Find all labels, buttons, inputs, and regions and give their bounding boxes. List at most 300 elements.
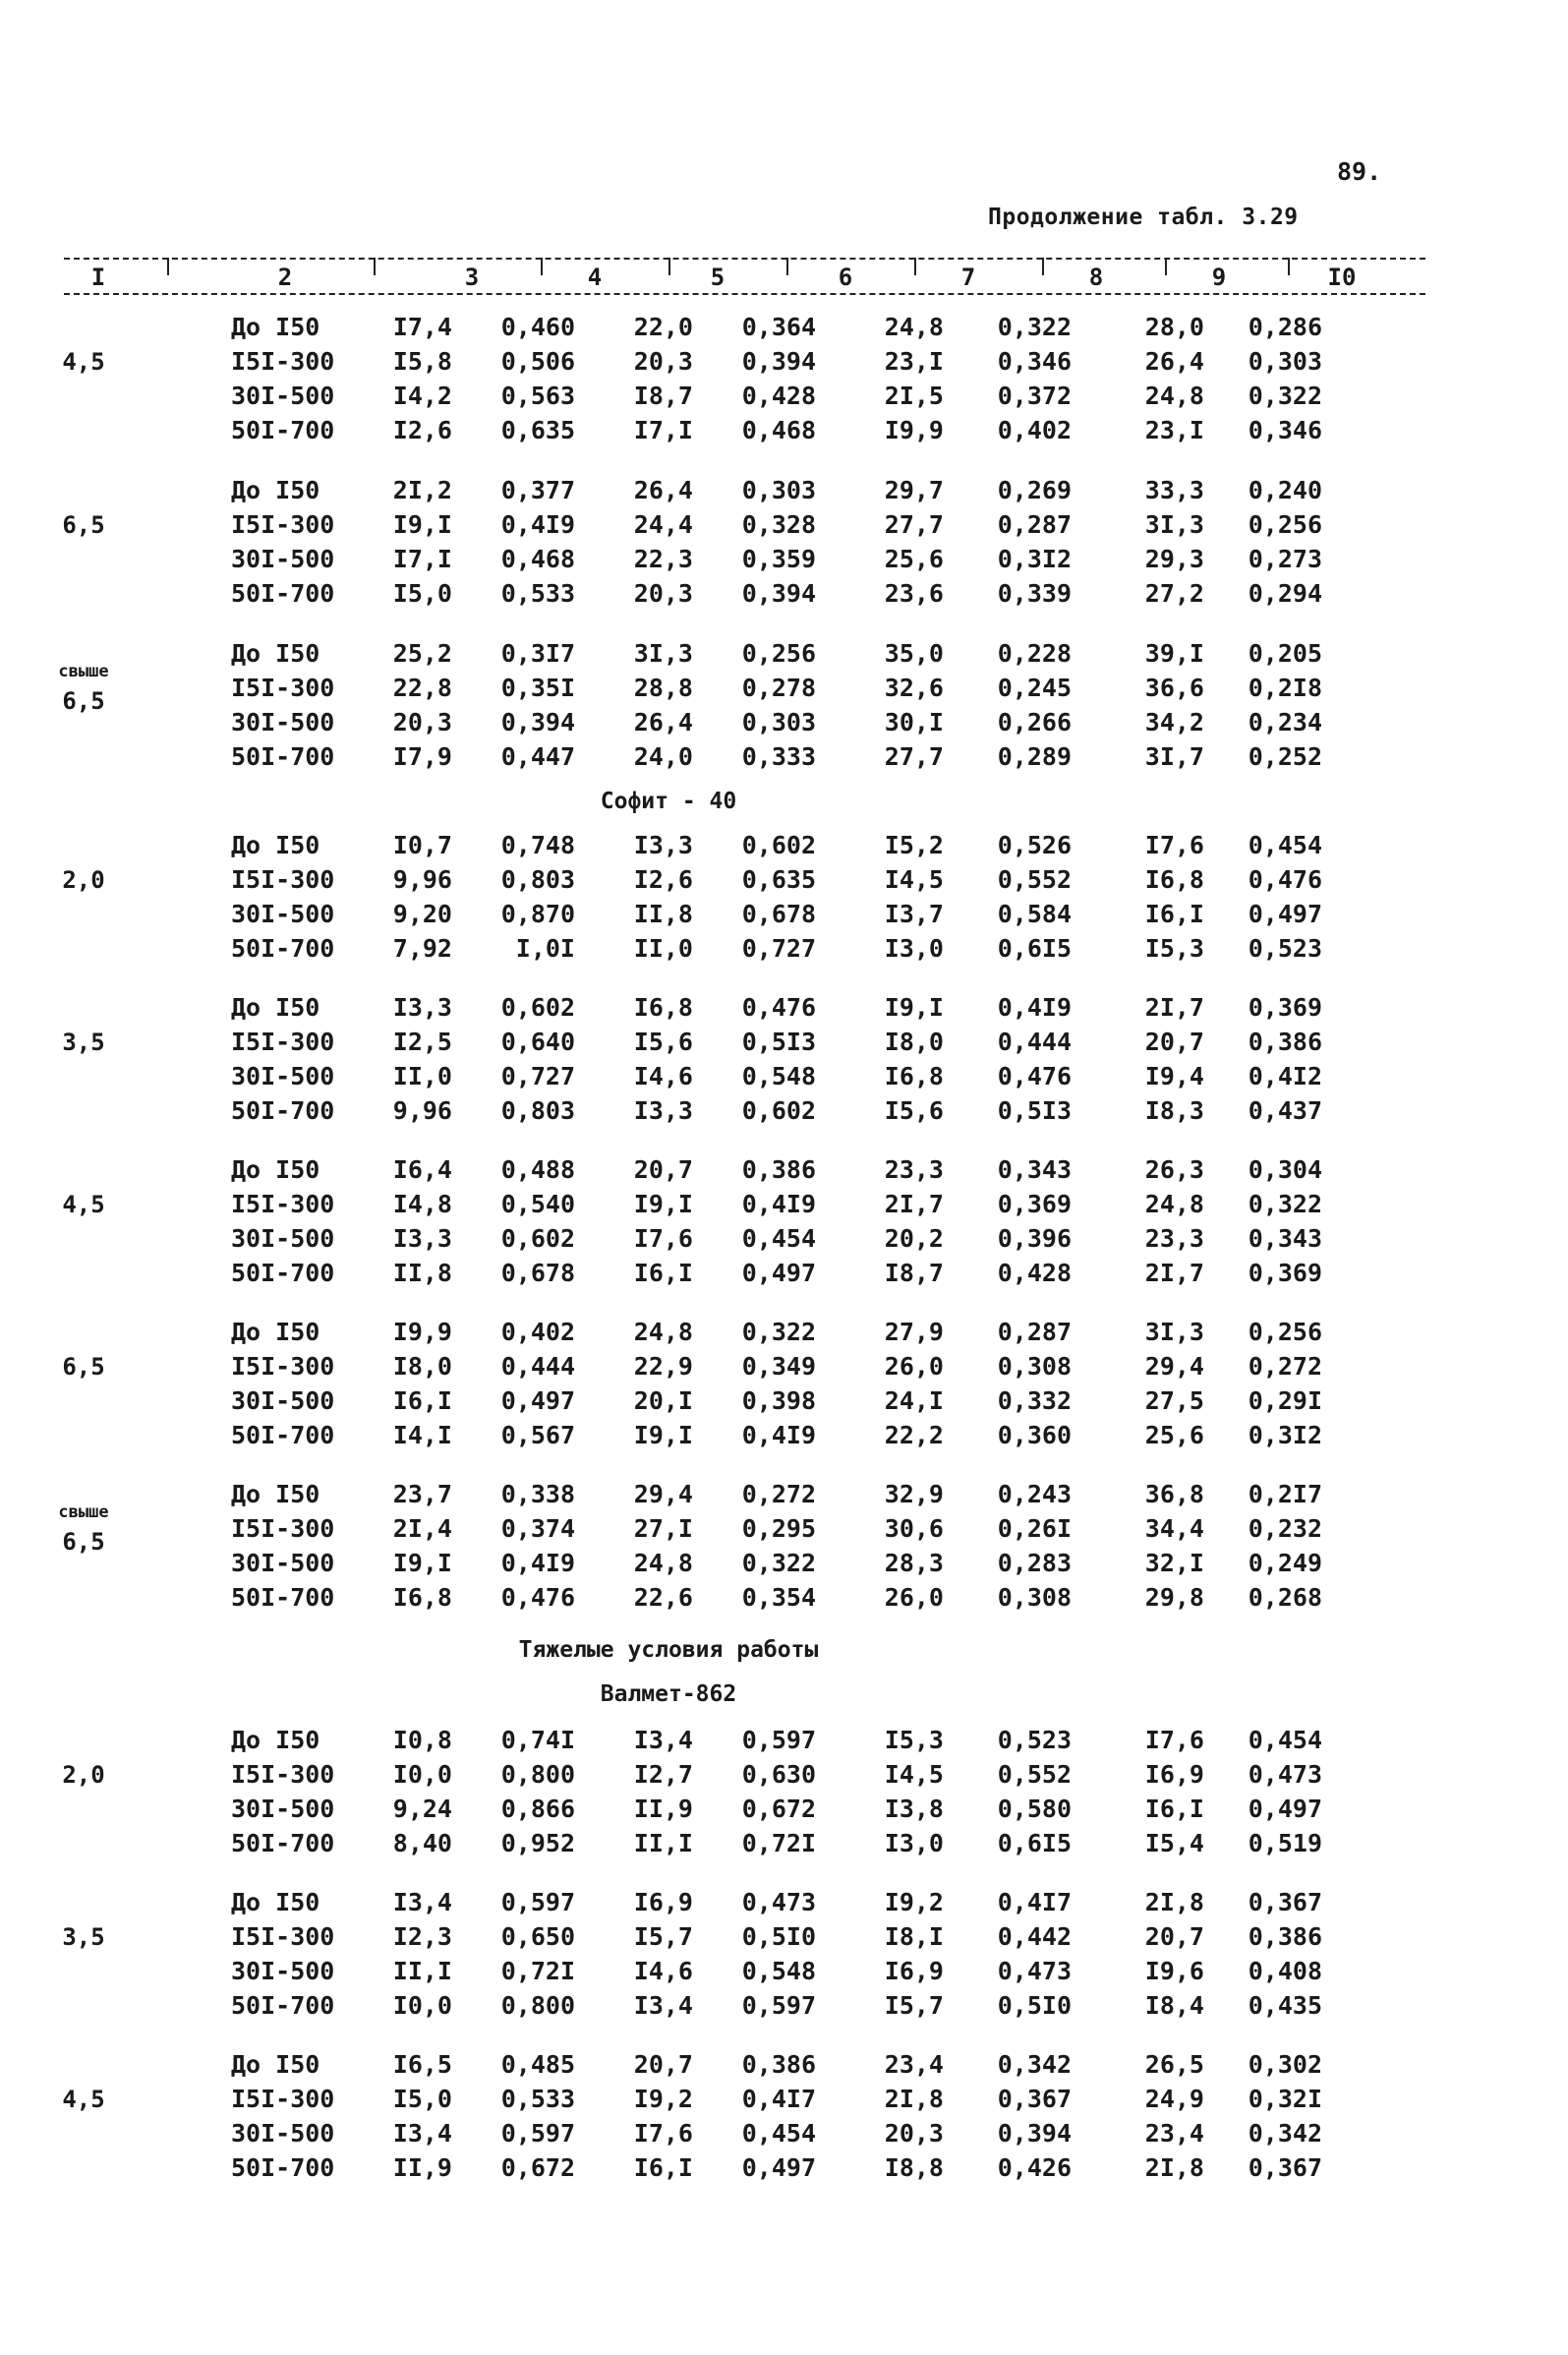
value-cell: II,0 (392, 1062, 452, 1090)
group-label (44, 865, 123, 895)
value-cell: 3I,3 (1144, 1318, 1204, 1346)
value-cell: 0,295 (741, 1514, 816, 1543)
range-cell: I5I-300 (231, 1190, 335, 1218)
range-cell: I5I-300 (231, 2085, 335, 2113)
value-cell: 0,273 (1248, 545, 1322, 573)
column-header-4: 4 (587, 264, 603, 291)
value-cell: I6,9 (1144, 1760, 1204, 1789)
value-cell: 0,286 (1248, 313, 1322, 341)
value-cell: 0,497 (741, 1259, 816, 1287)
value-cell: 0,454 (741, 1224, 816, 1253)
value-cell: I3,0 (884, 1829, 944, 1857)
value-cell: 0,268 (1248, 1583, 1322, 1612)
value-cell: I8,8 (884, 2153, 944, 2182)
range-cell: До I50 (231, 476, 320, 504)
value-cell: 0,803 (500, 865, 575, 894)
group-label-value: 6,5 (62, 511, 105, 539)
value-cell: I8,7 (884, 1259, 944, 1287)
value-cell: 20,I (633, 1386, 693, 1415)
range-cell: 50I-700 (231, 579, 335, 608)
value-cell: 23,4 (1144, 2119, 1204, 2148)
value-cell: 0,567 (500, 1421, 575, 1449)
range-cell: 30I-500 (231, 1386, 335, 1415)
value-cell: 23,6 (884, 579, 944, 608)
value-cell: 0,602 (500, 1224, 575, 1253)
value-cell: 25,2 (392, 639, 452, 668)
group-label (44, 657, 123, 716)
value-cell: 0,4I9 (741, 1421, 816, 1449)
header-separator (1042, 258, 1044, 275)
value-cell: 0,308 (997, 1352, 1072, 1381)
value-cell: 0,3I2 (997, 545, 1072, 573)
value-cell: 0,283 (997, 1549, 1072, 1577)
value-cell: 0,328 (741, 510, 816, 539)
value-cell: I3,3 (392, 993, 452, 1022)
value-cell: 0,272 (1248, 1352, 1322, 1381)
value-cell: 0,454 (741, 2119, 816, 2148)
header-separator (1165, 258, 1167, 275)
value-cell: 0,548 (741, 1062, 816, 1090)
value-cell: 24,I (884, 1386, 944, 1415)
value-cell: 0,398 (741, 1386, 816, 1415)
value-cell: 29,3 (1144, 545, 1204, 573)
range-cell: До I50 (231, 313, 320, 341)
value-cell: I9,9 (884, 416, 944, 444)
value-cell: I6,I (633, 2153, 693, 2182)
value-cell: I5,2 (884, 831, 944, 859)
value-cell: 23,4 (884, 2050, 944, 2079)
group-label-value: 2,0 (62, 1761, 105, 1789)
value-cell: I5,7 (633, 1922, 693, 1951)
range-cell: I5I-300 (231, 1514, 335, 1543)
range-cell: До I50 (231, 2050, 320, 2079)
value-cell: 0,476 (997, 1062, 1072, 1090)
value-cell: 9,24 (392, 1795, 452, 1823)
value-cell: 3I,3 (633, 639, 693, 668)
value-cell: 0,346 (1248, 416, 1322, 444)
value-cell: 3I,3 (1144, 510, 1204, 539)
value-cell: 0,476 (1248, 865, 1322, 894)
value-cell: 0,243 (997, 1480, 1072, 1508)
value-cell: 0,672 (500, 2153, 575, 2182)
value-cell: I7,9 (392, 742, 452, 771)
group-label (44, 1352, 123, 1382)
value-cell: 0,256 (741, 639, 816, 668)
value-cell: 0,232 (1248, 1514, 1322, 1543)
value-cell: I2,3 (392, 1922, 452, 1951)
value-cell: 0,367 (997, 2085, 1072, 2113)
column-header-2: 2 (277, 264, 293, 291)
value-cell: 2I,7 (884, 1190, 944, 1218)
value-cell: I6,8 (392, 1583, 452, 1612)
value-cell: 0,488 (500, 1155, 575, 1184)
value-cell: 0,6I5 (997, 934, 1072, 963)
value-cell: 0,386 (1248, 1922, 1322, 1951)
section-subtitle: Валмет-862 (600, 1681, 737, 1707)
value-cell: 0,278 (741, 674, 816, 702)
value-cell: 0,256 (1248, 1318, 1322, 1346)
column-header-7: 7 (960, 264, 976, 291)
value-cell: 0,343 (997, 1155, 1072, 1184)
range-cell: До I50 (231, 1888, 320, 1916)
value-cell: I5,0 (392, 579, 452, 608)
value-cell: 0,32I (1248, 2085, 1322, 2113)
value-cell: 27,5 (1144, 1386, 1204, 1415)
value-cell: 22,3 (633, 545, 693, 573)
value-cell: 0,800 (500, 1991, 575, 2020)
value-cell: 2I,2 (392, 476, 452, 504)
value-cell: 0,473 (741, 1888, 816, 1916)
value-cell: I2,5 (392, 1028, 452, 1056)
group-label-value: 3,5 (62, 1923, 105, 1951)
value-cell: 0,360 (997, 1421, 1072, 1449)
value-cell: 34,2 (1144, 708, 1204, 736)
header-separator (668, 258, 670, 275)
value-cell: I7,4 (392, 313, 452, 341)
header-separator (786, 258, 788, 275)
value-cell: 0,367 (1248, 2153, 1322, 2182)
value-cell: 0,394 (741, 347, 816, 376)
value-cell: I4,2 (392, 382, 452, 410)
value-cell: II,9 (392, 2153, 452, 2182)
header-separator (541, 258, 543, 275)
value-cell: 0,602 (500, 993, 575, 1022)
value-cell: 0,377 (500, 476, 575, 504)
value-cell: 0,497 (1248, 1795, 1322, 1823)
value-cell: I0,8 (392, 1726, 452, 1754)
value-cell: 0,2I7 (1248, 1480, 1322, 1508)
value-cell: I0,7 (392, 831, 452, 859)
value-cell: 2I,7 (1144, 993, 1204, 1022)
value-cell: 29,4 (1144, 1352, 1204, 1381)
value-cell: 0,228 (997, 639, 1072, 668)
group-label (44, 1498, 123, 1557)
value-cell: 0,245 (997, 674, 1072, 702)
value-cell: 0,563 (500, 382, 575, 410)
value-cell: II,I (392, 1957, 452, 1985)
value-cell: I9,I (633, 1190, 693, 1218)
value-cell: 0,650 (500, 1922, 575, 1951)
value-cell: 0,302 (1248, 2050, 1322, 2079)
group-label-value: 4,5 (62, 1191, 105, 1218)
value-cell: 0,454 (1248, 1726, 1322, 1754)
value-cell: I3,8 (884, 1795, 944, 1823)
section-title: Софит - 40 (600, 789, 737, 814)
value-cell: 23,I (1144, 416, 1204, 444)
value-cell: 0,2I8 (1248, 674, 1322, 702)
value-cell: 24,4 (633, 510, 693, 539)
value-cell: I5,0 (392, 2085, 452, 2113)
value-cell: 24,8 (633, 1549, 693, 1577)
value-cell: 0,252 (1248, 742, 1322, 771)
value-cell: 0,533 (500, 579, 575, 608)
value-cell: 0,526 (997, 831, 1072, 859)
value-cell: 0,533 (500, 2085, 575, 2113)
value-cell: I8,4 (1144, 1991, 1204, 2020)
value-cell: 0,364 (741, 313, 816, 341)
value-cell: 30,6 (884, 1514, 944, 1543)
range-cell: 50I-700 (231, 1583, 335, 1612)
value-cell: 9,96 (392, 865, 452, 894)
value-cell: I4,5 (884, 1760, 944, 1789)
value-cell: 0,322 (741, 1318, 816, 1346)
value-cell: 0,234 (1248, 708, 1322, 736)
value-cell: 0,468 (500, 545, 575, 573)
value-cell: 30,I (884, 708, 944, 736)
value-cell: 0,602 (741, 831, 816, 859)
value-cell: II,8 (392, 1259, 452, 1287)
value-cell: 0,519 (1248, 1829, 1322, 1857)
value-cell: I6,5 (392, 2050, 452, 2079)
value-cell: 36,8 (1144, 1480, 1204, 1508)
value-cell: I3,3 (633, 1096, 693, 1125)
value-cell: 0,748 (500, 831, 575, 859)
value-cell: 29,4 (633, 1480, 693, 1508)
value-cell: 0,266 (997, 708, 1072, 736)
value-cell: 0,727 (500, 1062, 575, 1090)
value-cell: I2,6 (392, 416, 452, 444)
range-cell: До I50 (231, 1480, 320, 1508)
value-cell: 0,426 (997, 2153, 1072, 2182)
range-cell: До I50 (231, 639, 320, 668)
table-caption: Продолжение табл. 3.29 (988, 205, 1299, 230)
value-cell: I9,I (884, 993, 944, 1022)
value-cell: 9,20 (392, 900, 452, 928)
range-cell: 50I-700 (231, 416, 335, 444)
value-cell: 0,343 (1248, 1224, 1322, 1253)
value-cell: 24,8 (1144, 1190, 1204, 1218)
value-cell: 28,3 (884, 1549, 944, 1577)
value-cell: 0,497 (741, 2153, 816, 2182)
value-cell: 0,322 (1248, 1190, 1322, 1218)
value-cell: 0,548 (741, 1957, 816, 1985)
value-cell: 0,272 (741, 1480, 816, 1508)
value-cell: I4,8 (392, 1190, 452, 1218)
header-separator (167, 258, 169, 275)
value-cell: 0,552 (997, 865, 1072, 894)
range-cell: До I50 (231, 993, 320, 1022)
value-cell: 0,635 (741, 865, 816, 894)
value-cell: 22,8 (392, 674, 452, 702)
value-cell: 0,454 (1248, 831, 1322, 859)
range-cell: 30I-500 (231, 545, 335, 573)
value-cell: 0,4I9 (997, 993, 1072, 1022)
value-cell: II,0 (633, 934, 693, 963)
value-cell: 20,3 (633, 347, 693, 376)
group-label (44, 1922, 123, 1952)
group-label-prefix: свыше (58, 662, 109, 681)
header-separator (374, 258, 376, 275)
value-cell: 0,205 (1248, 639, 1322, 668)
value-cell: 7,92 (392, 934, 452, 963)
value-cell: 26,0 (884, 1352, 944, 1381)
range-cell: До I50 (231, 1155, 320, 1184)
range-cell: I5I-300 (231, 1028, 335, 1056)
value-cell: 0,386 (741, 1155, 816, 1184)
value-cell: 24,9 (1144, 2085, 1204, 2113)
value-cell: 0,369 (1248, 1259, 1322, 1287)
range-cell: I5I-300 (231, 510, 335, 539)
value-cell: 0,428 (997, 1259, 1072, 1287)
value-cell: 29,8 (1144, 1583, 1204, 1612)
value-cell: 0,580 (997, 1795, 1072, 1823)
value-cell: 0,4I7 (997, 1888, 1072, 1916)
value-cell: I5,7 (884, 1991, 944, 2020)
value-cell: 32,6 (884, 674, 944, 702)
value-cell: 0,287 (997, 1318, 1072, 1346)
column-header-1: I (90, 264, 106, 291)
value-cell: I7,6 (633, 2119, 693, 2148)
value-cell: 0,485 (500, 2050, 575, 2079)
range-cell: I5I-300 (231, 674, 335, 702)
value-cell: 27,9 (884, 1318, 944, 1346)
value-cell: 8,40 (392, 1829, 452, 1857)
value-cell: 0,240 (1248, 476, 1322, 504)
value-cell: 22,0 (633, 313, 693, 341)
value-cell: I7,I (392, 545, 452, 573)
value-cell: 0,342 (997, 2050, 1072, 2079)
value-cell: 0,394 (741, 579, 816, 608)
value-cell: 0,367 (1248, 1888, 1322, 1916)
range-cell: 30I-500 (231, 708, 335, 736)
value-cell: 0,866 (500, 1795, 575, 1823)
value-cell: 0,5I3 (741, 1028, 816, 1056)
value-cell: 0,338 (500, 1480, 575, 1508)
value-cell: I9,2 (884, 1888, 944, 1916)
value-cell: 0,72I (500, 1957, 575, 1985)
group-label (44, 1028, 123, 1057)
value-cell: 23,3 (1144, 1224, 1204, 1253)
value-cell: I9,4 (1144, 1062, 1204, 1090)
value-cell: 20,7 (633, 1155, 693, 1184)
value-cell: II,I (633, 1829, 693, 1857)
value-cell: 27,2 (1144, 579, 1204, 608)
value-cell: I3,7 (884, 900, 944, 928)
value-cell: 20,3 (633, 579, 693, 608)
value-cell: I9,I (392, 1549, 452, 1577)
header-separator (1288, 258, 1290, 275)
value-cell: I5,4 (1144, 1829, 1204, 1857)
value-cell: 0,29I (1248, 1386, 1322, 1415)
range-cell: До I50 (231, 1726, 320, 1754)
value-cell: 0,5I3 (997, 1096, 1072, 1125)
value-cell: 0,444 (997, 1028, 1072, 1056)
range-cell: 30I-500 (231, 2119, 335, 2148)
range-cell: I5I-300 (231, 1760, 335, 1789)
value-cell: 39,I (1144, 639, 1204, 668)
value-cell: I0,0 (392, 1991, 452, 2020)
value-cell: I9,I (392, 510, 452, 539)
value-cell: I6,I (1144, 1795, 1204, 1823)
group-label-value: 6,5 (62, 687, 105, 715)
value-cell: 26,4 (1144, 347, 1204, 376)
value-cell: 0,322 (1248, 382, 1322, 410)
value-cell: 0,597 (741, 1991, 816, 2020)
value-cell: 0,473 (997, 1957, 1072, 1985)
value-cell: 0,5I0 (997, 1991, 1072, 2020)
range-cell: 30I-500 (231, 1549, 335, 1577)
value-cell: 0,428 (741, 382, 816, 410)
value-cell: 23,3 (884, 1155, 944, 1184)
value-cell: I4,I (392, 1421, 452, 1449)
value-cell: 0,3I7 (500, 639, 575, 668)
value-cell: 0,372 (997, 382, 1072, 410)
value-cell: 22,6 (633, 1583, 693, 1612)
range-cell: 30I-500 (231, 1062, 335, 1090)
value-cell: 0,408 (1248, 1957, 1322, 1985)
value-cell: 2I,4 (392, 1514, 452, 1543)
value-cell: I5,3 (884, 1726, 944, 1754)
value-cell: 0,678 (500, 1259, 575, 1287)
column-header-10: I0 (1327, 264, 1357, 291)
value-cell: 27,7 (884, 742, 944, 771)
value-cell: 26,4 (633, 476, 693, 504)
value-cell: 0,308 (997, 1583, 1072, 1612)
value-cell: 26,3 (1144, 1155, 1204, 1184)
range-cell: I5I-300 (231, 1352, 335, 1381)
value-cell: I6,I (1144, 900, 1204, 928)
value-cell: 0,322 (997, 313, 1072, 341)
value-cell: I6,I (633, 1259, 693, 1287)
value-cell: I6,I (392, 1386, 452, 1415)
value-cell: 0,597 (500, 2119, 575, 2148)
value-cell: 0,35I (500, 674, 575, 702)
value-cell: 0,386 (1248, 1028, 1322, 1056)
page-number: 89. (1337, 157, 1382, 186)
value-cell: I2,6 (633, 865, 693, 894)
value-cell: I3,0 (884, 934, 944, 963)
value-cell: 0,4I9 (500, 510, 575, 539)
value-cell: I6,8 (1144, 865, 1204, 894)
value-cell: 0,304 (1248, 1155, 1322, 1184)
value-cell: I7,I (633, 416, 693, 444)
value-cell: 23,I (884, 347, 944, 376)
value-cell: I6,8 (884, 1062, 944, 1090)
value-cell: I3,3 (392, 1224, 452, 1253)
column-header-5: 5 (710, 264, 726, 291)
value-cell: 27,7 (884, 510, 944, 539)
value-cell: 0,476 (741, 993, 816, 1022)
column-header-6: 6 (838, 264, 853, 291)
value-cell: 20,3 (884, 2119, 944, 2148)
value-cell: 0,952 (500, 1829, 575, 1857)
value-cell: 0,597 (741, 1726, 816, 1754)
value-cell: I3,3 (633, 831, 693, 859)
value-cell: I0,0 (392, 1760, 452, 1789)
value-cell: 0,435 (1248, 1991, 1322, 2020)
value-cell: 0,460 (500, 313, 575, 341)
value-cell: 0,870 (500, 900, 575, 928)
range-cell: 50I-700 (231, 934, 335, 963)
value-cell: 0,74I (500, 1726, 575, 1754)
value-cell: II,9 (633, 1795, 693, 1823)
group-label (44, 510, 123, 540)
value-cell: 0,727 (741, 934, 816, 963)
value-cell: I4,6 (633, 1062, 693, 1090)
value-cell: 0,5I0 (741, 1922, 816, 1951)
value-cell: 0,369 (997, 1190, 1072, 1218)
group-label (44, 1760, 123, 1790)
value-cell: 0,635 (500, 416, 575, 444)
value-cell: 24,8 (1144, 382, 1204, 410)
value-cell: I9,I (633, 1421, 693, 1449)
value-cell: 20,3 (392, 708, 452, 736)
value-cell: 0,597 (500, 1888, 575, 1916)
group-label (44, 2085, 123, 2114)
value-cell: 0,339 (997, 579, 1072, 608)
range-cell: 30I-500 (231, 900, 335, 928)
value-cell: I8,0 (884, 1028, 944, 1056)
